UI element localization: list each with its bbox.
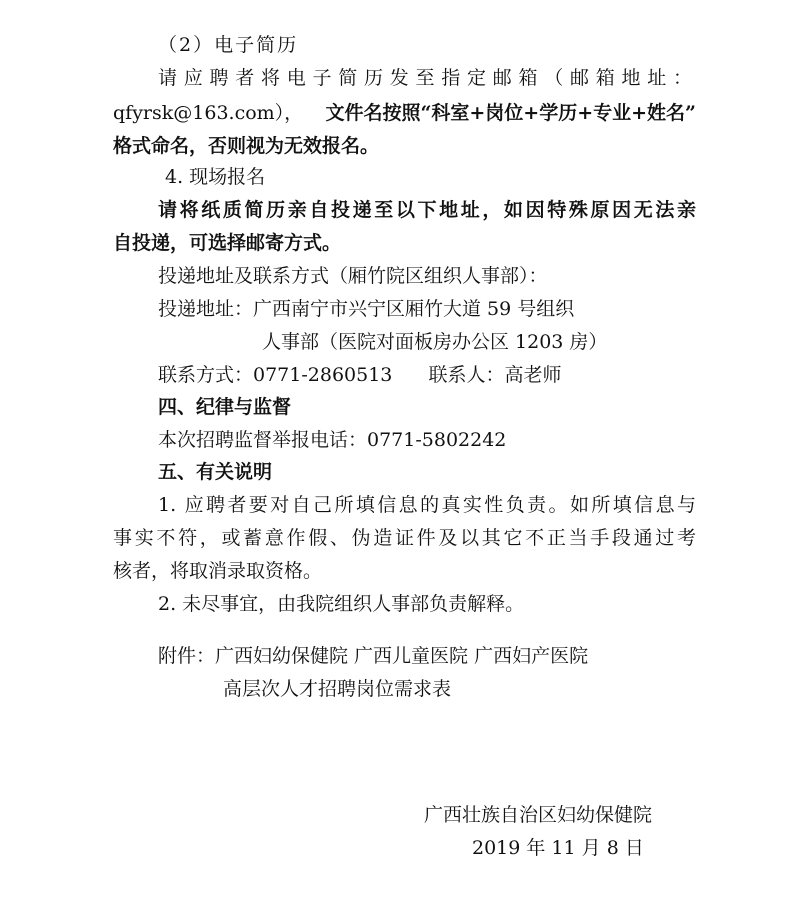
filename-rule-part1: 文件名按照“科室+岗位+学历+专业+姓名”: [325, 102, 696, 124]
section5-heading: 五、有关说明: [158, 461, 273, 483]
onsite-rule-line1: 请将纸质简历亲自投递至以下地址，如因特殊原因无法亲: [158, 199, 696, 221]
email-instruction-line1: 请应聘者将电子简历发至指定邮箱（邮箱地址：: [158, 67, 692, 89]
attachment-line2: 高层次人才招聘岗位需求表: [223, 678, 452, 700]
address-line2: 人事部（医院对面板房办公区 1203 房）: [262, 331, 608, 353]
signature-org: 广西壮族自治区妇幼保健院: [424, 804, 653, 826]
onsite-rule-line2: 自投递，可选择邮寄方式。: [113, 232, 342, 254]
supervision-phone: 本次招聘监督举报电话：0771-5802242: [158, 429, 507, 451]
email-address: qfyrsk@163.com），: [113, 102, 304, 124]
note1-line3: 核者，将取消录取资格。: [113, 560, 323, 582]
note2: 2. 未尽事宜，由我院组织人事部负责解释。: [158, 593, 525, 615]
contact-phone: 联系方式：0771-2860513: [158, 364, 393, 386]
note1-line1: 1. 应聘者要对自己所填信息的真实性负责。如所填信息与: [158, 494, 696, 516]
address-intro: 投递地址及联系方式（厢竹院区组织人事部）：: [158, 265, 548, 287]
email-instruction-line2: [113, 104, 696, 123]
signature-date: 2019 年 11 月 8 日: [472, 837, 644, 859]
address-line1: 投递地址：广西南宁市兴宁区厢竹大道 59 号组织: [158, 298, 575, 320]
contact-line: [158, 366, 561, 385]
section4-heading: 四、纪律与监督: [158, 396, 292, 418]
contact-person: 联系人：高老师: [428, 364, 562, 386]
onsite-heading: 4. 现场报名: [165, 166, 266, 188]
filename-rule-part2: 格式命名，否则视为无效报名。: [113, 135, 380, 157]
e-resume-heading: （2）电子简历: [158, 34, 299, 56]
attachment-line1: 附件：广西妇幼保健院 广西儿童医院 广西妇产医院: [158, 645, 589, 667]
note1-line2: 事实不符，或蓄意作假、伪造证件及以其它不正当手段通过考: [113, 527, 696, 549]
